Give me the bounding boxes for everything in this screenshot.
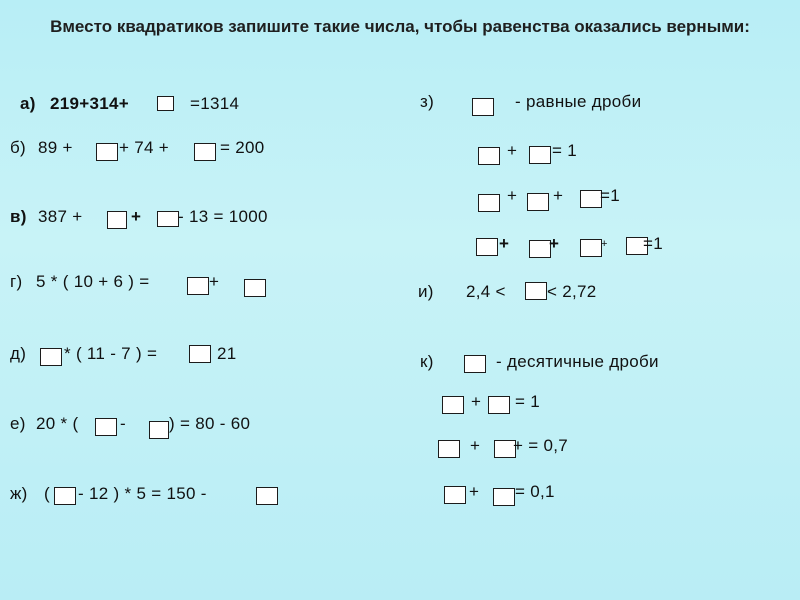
equation-z-row3-part3: + [601, 238, 608, 250]
equation-z-row3-part2: + [549, 234, 560, 253]
answer-box[interactable] [194, 143, 216, 161]
equation-a-part2: =1314 [190, 94, 240, 113]
equation-z-row1-part2: = 1 [552, 141, 578, 160]
equation-z-row2-part1: + [507, 186, 518, 205]
equation-b-part2: + 74 + [119, 138, 170, 157]
label-k: к) [420, 352, 434, 371]
answer-box[interactable] [476, 238, 498, 256]
equation-e-part2: - [120, 414, 126, 433]
answer-box[interactable] [472, 98, 494, 116]
answer-box[interactable] [529, 146, 551, 164]
answer-box[interactable] [488, 396, 510, 414]
label-b: б) [10, 138, 26, 157]
equation-k-row3-part1: + [469, 482, 480, 501]
equation-g-part1: 5 * ( 10 + 6 ) = [36, 272, 150, 291]
equation-v-part2: + [131, 207, 142, 226]
answer-box[interactable] [580, 239, 602, 257]
equation-k-row1-part2: = 1 [515, 392, 541, 411]
answer-box[interactable] [444, 486, 466, 504]
equal-fractions-text: - равные дроби [515, 92, 642, 111]
answer-box[interactable] [187, 277, 209, 295]
answer-box[interactable] [442, 396, 464, 414]
equation-v-part3: - 13 = 1000 [178, 207, 268, 226]
label-zh: ж) [10, 484, 28, 503]
equation-k-row1-part1: + [471, 392, 482, 411]
equation-k-row2-part1: + [470, 436, 481, 455]
label-i: и) [418, 282, 434, 301]
equation-b-part3: = 200 [220, 138, 265, 157]
equation-g-part2: + [209, 272, 220, 291]
answer-box[interactable] [54, 487, 76, 505]
equation-z-row3-part4: =1 [643, 234, 663, 253]
equation-k-row3-part2: = 0,1 [515, 482, 555, 501]
answer-box[interactable] [157, 96, 174, 111]
equation-z-row2-part2: + [553, 186, 564, 205]
answer-box[interactable] [478, 147, 500, 165]
equation-z-row1-part1: + [507, 141, 518, 160]
equation-d-part1: * ( 11 - 7 ) = [64, 344, 158, 363]
answer-box[interactable] [438, 440, 460, 458]
label-g: г) [10, 272, 23, 291]
answer-box[interactable] [96, 143, 118, 161]
equation-i-part1: 2,4 < [466, 282, 506, 301]
equation-k-row2-part2: + = 0,7 [513, 436, 569, 455]
equation-b-part1: 89 + [38, 138, 73, 157]
answer-box[interactable] [580, 190, 602, 208]
answer-box[interactable] [256, 487, 278, 505]
answer-box[interactable] [493, 488, 515, 506]
answer-box[interactable] [157, 211, 179, 227]
label-v: в) [10, 207, 27, 226]
equation-e-part3: ) = 80 - 60 [169, 414, 251, 433]
equation-i-part2: < 2,72 [547, 282, 597, 301]
equation-a-part1: 219+314+ [50, 94, 129, 113]
answer-box[interactable] [107, 211, 127, 229]
equation-e-part1: 20 * ( [36, 414, 79, 433]
slide-title: Вместо квадратиков запишите такие числа, чтобы равенства оказались верными: [50, 17, 750, 36]
decimal-fractions-text: - десятичные дроби [496, 352, 659, 371]
equation-v-part1: 387 + [38, 207, 83, 226]
equation-zh-part1: ( [44, 484, 50, 503]
answer-box[interactable] [244, 279, 266, 297]
label-z: з) [420, 92, 435, 111]
answer-box[interactable] [95, 418, 117, 436]
answer-box[interactable] [529, 240, 551, 258]
answer-box[interactable] [189, 345, 211, 363]
equation-z-row3-part1: + [499, 234, 510, 253]
equation-d-part2: 21 [217, 344, 237, 363]
answer-box[interactable] [478, 194, 500, 212]
answer-box[interactable] [527, 193, 549, 211]
equation-zh-part2: - 12 ) * 5 = 150 - [78, 484, 207, 503]
equation-z-row2-part3: =1 [600, 186, 620, 205]
answer-box[interactable] [525, 282, 547, 300]
label-a: а) [20, 94, 36, 113]
answer-box[interactable] [40, 348, 62, 366]
answer-box[interactable] [149, 421, 169, 439]
label-d: д) [10, 344, 27, 363]
label-e: е) [10, 414, 26, 433]
answer-box[interactable] [464, 355, 486, 373]
